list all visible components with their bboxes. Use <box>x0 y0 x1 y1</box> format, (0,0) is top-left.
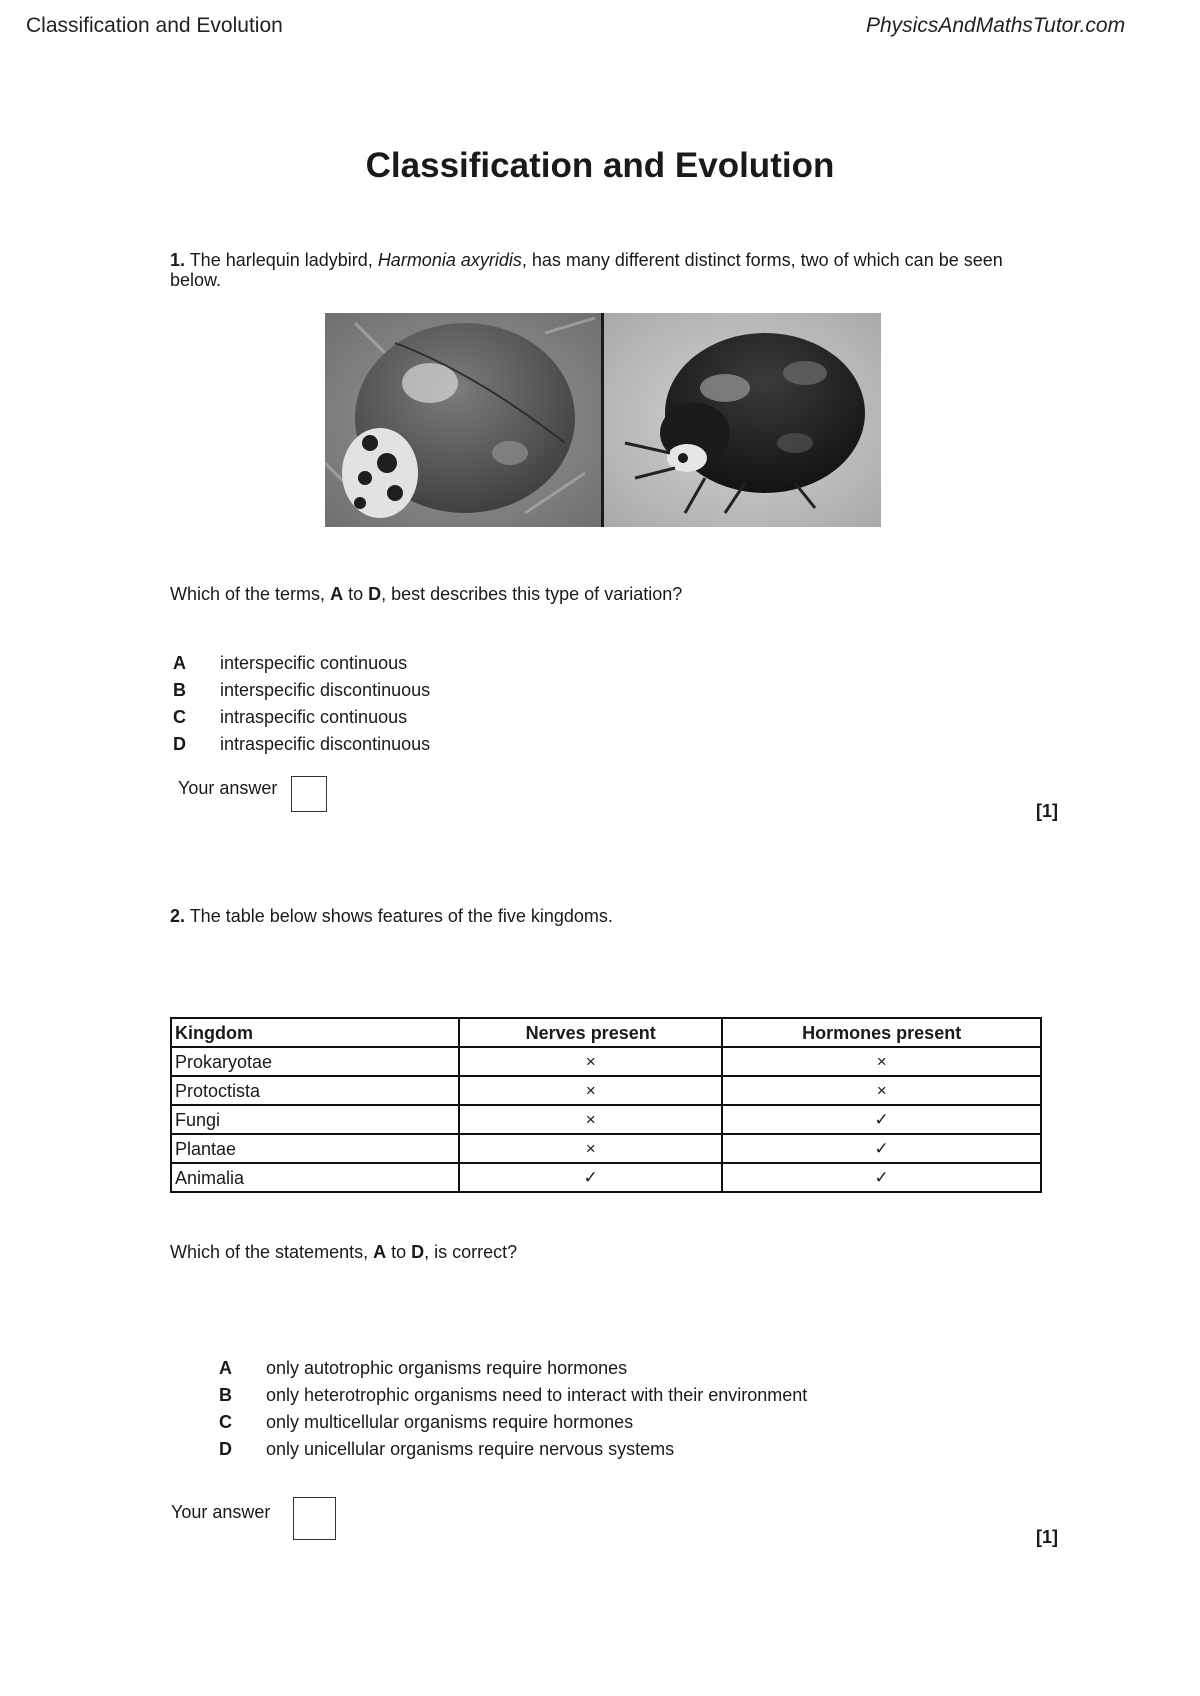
nerves-cell: × <box>459 1076 722 1105</box>
q2-prompt <box>170 1242 1050 1262</box>
option-text: intraspecific discontinuous <box>220 734 431 754</box>
option-letter: C <box>219 1412 232 1432</box>
option-text: intraspecific continuous <box>220 707 408 727</box>
q1-marks: [1] <box>1036 801 1058 821</box>
table-row <box>171 1047 1041 1076</box>
q1-option-c <box>173 704 430 731</box>
table-row <box>171 1076 1041 1105</box>
ladybird-photo <box>325 313 881 527</box>
option-letter: C <box>173 707 186 727</box>
option-letter: B <box>173 680 186 700</box>
page-title: Classification and Evolution <box>365 146 835 185</box>
table-row <box>171 1105 1041 1134</box>
option-letter: D <box>173 734 186 754</box>
running-header-right: PhysicsAndMathsTutor.com <box>866 14 1126 37</box>
q2-prompt-to: to <box>386 1242 412 1262</box>
nerves-cell: × <box>459 1105 722 1134</box>
table-row <box>171 1134 1041 1163</box>
option-text: only multicellular organisms require hormones <box>266 1412 634 1432</box>
hormones-cell: ✓ <box>722 1134 1041 1163</box>
photo-divider <box>601 313 604 527</box>
table-header-row <box>171 1018 1041 1047</box>
ladybird-pronotum <box>342 428 418 518</box>
kingdom-cell: Prokaryotae <box>171 1047 459 1076</box>
option-letter: B <box>219 1385 232 1405</box>
q2-stem <box>170 906 1050 926</box>
q2-option-d <box>219 1436 807 1463</box>
q2-prompt-a: A <box>373 1242 387 1262</box>
option-letter: A <box>173 653 186 673</box>
nerves-cell: ✓ <box>459 1163 722 1192</box>
q2-prompt-after: , is correct? <box>424 1242 518 1262</box>
q1-prompt-a: A <box>330 584 344 604</box>
q1-prompt-after: , best describes this type of variation? <box>381 584 683 604</box>
option-text: interspecific continuous <box>220 653 408 673</box>
q1-stem-after: , has many different distinct forms, two of which can be seen below. <box>170 250 1003 290</box>
q1-option-a <box>173 650 430 677</box>
q2-options <box>219 1355 807 1463</box>
q1-prompt-to: to <box>343 584 369 604</box>
q2-option-a <box>219 1355 807 1382</box>
column-header-hormones: Hormones present <box>722 1018 1041 1047</box>
option-letter: D <box>219 1439 232 1459</box>
q2-option-b <box>219 1382 807 1409</box>
q1-number: 1. <box>170 250 186 270</box>
table-row <box>171 1163 1041 1192</box>
hormones-cell: × <box>722 1047 1041 1076</box>
q1-option-d <box>173 731 430 758</box>
q2-prompt-d: D <box>411 1242 425 1262</box>
q2-stem-text: The table below shows features of the five kingdoms. <box>185 906 613 926</box>
option-text: only heterotrophic organisms need to interact with their environment <box>266 1385 808 1405</box>
q2-number: 2. <box>170 906 186 926</box>
q1-species: Harmonia axyridis <box>377 250 522 270</box>
option-text: interspecific discontinuous <box>220 680 431 700</box>
nerves-cell: × <box>459 1047 722 1076</box>
q1-options <box>173 650 430 758</box>
q1-prompt <box>170 584 1050 604</box>
running-header-left: Classification and Evolution <box>26 14 283 37</box>
q1-stem-before: The harlequin ladybird, <box>185 250 378 270</box>
hormones-cell: × <box>722 1076 1041 1105</box>
q1-option-b <box>173 677 430 704</box>
q1-answer-label: Your answer <box>178 778 278 798</box>
q2-marks: [1] <box>1036 1527 1058 1547</box>
q1-prompt-before: Which of the terms, <box>170 584 331 604</box>
option-letter: A <box>219 1358 232 1378</box>
q2-answer-box[interactable] <box>293 1497 336 1540</box>
q1-answer-box[interactable] <box>291 776 327 812</box>
nerves-cell: × <box>459 1134 722 1163</box>
kingdom-cell: Protoctista <box>171 1076 459 1105</box>
hormones-cell: ✓ <box>722 1105 1041 1134</box>
q1-stem <box>170 250 1050 290</box>
q1-prompt-d: D <box>368 584 382 604</box>
kingdom-cell: Animalia <box>171 1163 459 1192</box>
q2-option-c <box>219 1409 807 1436</box>
q2-prompt-before: Which of the statements, <box>170 1242 374 1262</box>
q2-answer-label: Your answer <box>171 1502 271 1522</box>
option-text: only unicellular organisms require nervous systems <box>266 1439 675 1459</box>
option-text: only autotrophic organisms require hormones <box>266 1358 628 1378</box>
ladybird-photo-graphic <box>325 313 881 527</box>
hormones-cell: ✓ <box>722 1163 1041 1192</box>
kingdom-cell: Plantae <box>171 1134 459 1163</box>
kingdom-table <box>170 1017 1042 1193</box>
kingdom-cell: Fungi <box>171 1105 459 1134</box>
column-header-kingdom: Kingdom <box>171 1018 459 1047</box>
column-header-nerves: Nerves present <box>459 1018 722 1047</box>
